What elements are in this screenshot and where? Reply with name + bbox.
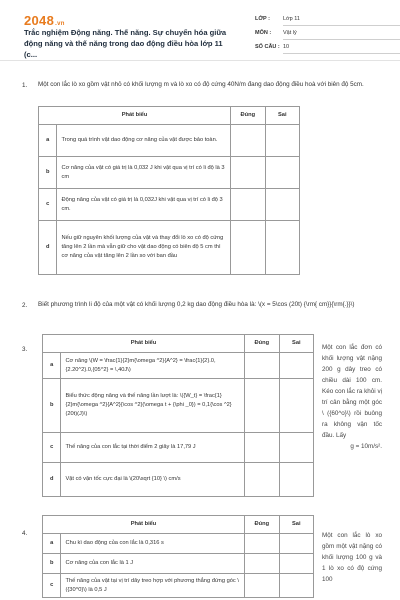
site-logo[interactable] (24, 13, 65, 28)
true-cell[interactable] (245, 353, 280, 379)
table-row (39, 157, 300, 189)
false-cell[interactable] (279, 463, 313, 497)
row-statement: Nếu giữ nguyên khối lượng của vật và thay đổi lò xo có độ cứng tăng lên 2 lần mà vẫn giữ cho vật dao động có biên độ 5 cm thì cơ năng của vật tăng lên 2 lần so với ban đầu (57, 221, 231, 275)
false-cell[interactable] (265, 125, 299, 157)
row-label: b (43, 554, 61, 574)
row-statement: Chu kì dao động của con lắc là 0,316 s (61, 534, 245, 554)
true-cell[interactable] (244, 534, 279, 554)
table-row (43, 379, 314, 433)
row-label: c (39, 189, 57, 221)
row-label: b (39, 157, 57, 189)
row-statement: Vật có vận tốc cực đại là \(20\sqrt {10} \) cm/s (61, 463, 245, 497)
true-cell[interactable] (244, 574, 279, 598)
meta-count (255, 44, 289, 50)
col-true: Đúng (231, 107, 266, 125)
true-cell[interactable] (231, 189, 266, 221)
col-true: Đúng (245, 335, 280, 353)
question-4-table (42, 515, 314, 598)
col-statement: Phát biểu (43, 516, 245, 534)
col-statement: Phát biểu (43, 335, 245, 353)
question-1-text: Một con lắc lò xo gồm vật nhỏ có khối lượng m và lò xo có độ cứng 40N/m đang dao động điều hoà với biên độ 5cm. (38, 81, 364, 88)
question-4-side-text: Một con lắc lò xo gồm một vật nặng có khối lượng 100 g và 1 lò xo có độ cứng 100 (322, 532, 382, 583)
question-3-table (42, 334, 314, 497)
meta-class-label: LỚP : (255, 16, 270, 22)
question-2-number: 2. (22, 302, 28, 309)
table-header-row (43, 516, 314, 534)
col-statement: Phát biểu (39, 107, 231, 125)
meta-subject (255, 30, 297, 36)
row-statement: Cơ năng \(W = \frac{1}{2}m{\omega ^2}{A^2} = \frac{1}{2}.0,{2.20^2}.0,{05^2} = \,40J\) (61, 353, 245, 379)
row-label: a (39, 125, 57, 157)
row-statement: Cơ năng của vật có giá trị là 0,032 J khi vật qua vị trí có li độ là 3 cm (57, 157, 231, 189)
false-cell[interactable] (279, 433, 313, 463)
row-label: c (43, 574, 61, 598)
table-row (43, 433, 314, 463)
col-false: Sai (265, 107, 299, 125)
table-row (39, 221, 300, 275)
meta-count-label: SỐ CÂU : (255, 44, 280, 50)
true-cell[interactable] (231, 125, 266, 157)
table-row (43, 534, 314, 554)
table-header-row (43, 335, 314, 353)
true-cell[interactable] (245, 433, 280, 463)
row-statement: Thế năng của con lắc tại thời điểm 2 giây là 17,79 J (61, 433, 245, 463)
question-3-number: 3. (22, 346, 28, 353)
table-row (43, 574, 314, 598)
true-cell[interactable] (231, 221, 266, 275)
question-2-text: Biết phương trình li độ của một vật có khối lượng 0,2 kg dao động điều hòa là: \(x = 5\cos (20t) {\rm{ cm}}{\rm{.}}\) (38, 301, 355, 308)
false-cell[interactable] (279, 534, 313, 554)
question-4-number: 4. (22, 530, 28, 537)
meta-class (255, 16, 300, 22)
false-cell[interactable] (279, 379, 313, 433)
meta-subject-value: Vật lý (283, 30, 297, 36)
meta-subject-label: MÔN : (255, 30, 272, 36)
false-cell[interactable] (265, 189, 299, 221)
row-statement: Biểu thức động năng và thế năng lần lượt là: \({W_t} = \frac{1}{2}m{\omega ^2}{A^2}{\cos ^2}(\omega t + {\phi _0}) = 0,1{\cos ^2}(20t)(J)\) (61, 379, 245, 433)
table-header-row (39, 107, 300, 125)
page-title: Trắc nghiệm Động năng. Thế năng. Sự chuyển hóa giữa động năng và thế năng trong dao động điều hòa lớp 11 (c... (24, 28, 227, 59)
table-row (43, 353, 314, 379)
true-cell[interactable] (245, 379, 280, 433)
table-row (43, 463, 314, 497)
true-cell[interactable] (245, 463, 280, 497)
question-1-number: 1. (22, 82, 28, 89)
true-cell[interactable] (244, 554, 279, 574)
row-label: a (43, 353, 61, 379)
logo-tld: .vn (55, 21, 65, 27)
false-cell[interactable] (279, 554, 313, 574)
meta-count-value: 10 (283, 44, 290, 50)
row-statement: Trong quá trình vật dao động cơ năng của vật được bảo toàn. (57, 125, 231, 157)
table-row (43, 554, 314, 574)
meta-class-value: Lớp 11 (283, 16, 300, 22)
question-3-context: Một con lắc đơn có khối lượng vật nặng 200 g dây treo có chiều dài 100 cm. Kéo con lắc ra khỏi vị trí cân bằng một góc \ ({60^o}\) rồi buông ra không vận tốc đầu. Lấy (322, 344, 382, 439)
row-label: d (43, 463, 61, 497)
row-statement: Thế năng của vật tại vị trí dây treo hợp với phương thẳng đứng góc \({30^0}\) là 0,5 J (61, 574, 245, 598)
question-1-table (38, 106, 300, 275)
col-true: Đúng (244, 516, 279, 534)
col-false: Sai (279, 516, 313, 534)
false-cell[interactable] (265, 157, 299, 189)
question-3-side-text (322, 342, 382, 452)
false-cell[interactable] (279, 574, 313, 598)
row-label: d (39, 221, 57, 275)
page-header (0, 0, 400, 61)
row-statement: Động năng của vật có giá trị là 0,032J khi vật qua vị trí có li độ 3 cm. (57, 189, 231, 221)
false-cell[interactable] (265, 221, 299, 275)
table-row (39, 189, 300, 221)
row-label: c (43, 433, 61, 463)
gravity-value: g = 10m/s². (350, 443, 382, 450)
logo-text: 2048 (24, 13, 55, 28)
row-label: b (43, 379, 61, 433)
table-row (39, 125, 300, 157)
row-label: a (43, 534, 61, 554)
false-cell[interactable] (279, 353, 313, 379)
row-statement: Cơ năng của con lắc là 1 J (61, 554, 245, 574)
true-cell[interactable] (231, 157, 266, 189)
col-false: Sai (279, 335, 313, 353)
